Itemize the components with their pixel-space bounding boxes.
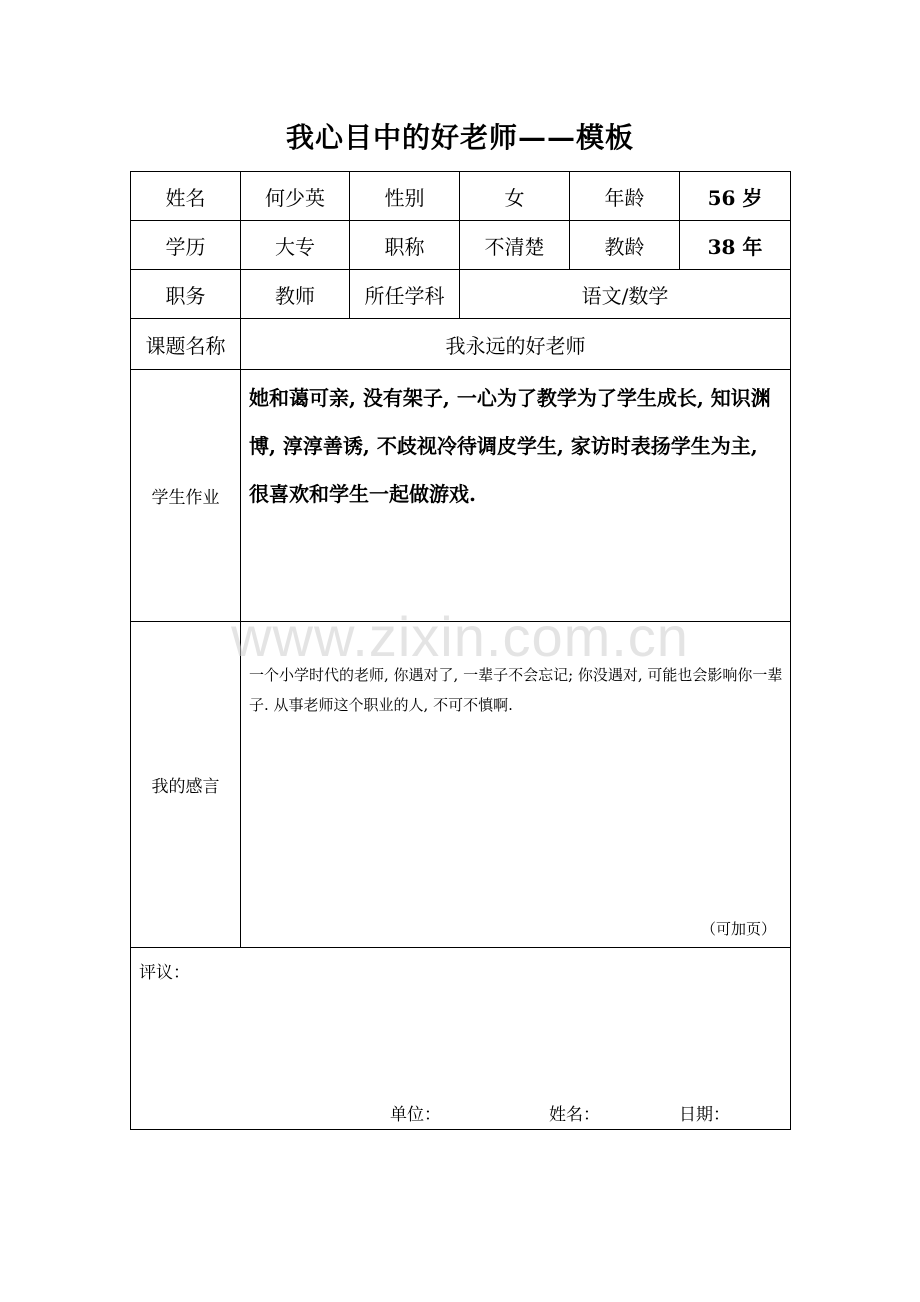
homework-text: 她和蔼可亲, 没有架子, 一心为了教学为了学生成长, 知识渊博, 淳淳善诱, 不歧视冷待调皮学生, 家访时表扬学生为主, 很喜欢和学生一起做游戏.	[241, 370, 791, 622]
comment-cell	[131, 948, 791, 1130]
age-label: 年龄	[570, 172, 680, 221]
name-value: 何少英	[241, 172, 350, 221]
subject-value: 语文/数学	[460, 270, 791, 319]
unit-label: 单位：	[390, 1105, 441, 1125]
topic-label: 课题名称	[131, 319, 241, 370]
signer-name-label: 姓名：	[549, 1105, 600, 1125]
age-value: 56 岁	[680, 172, 791, 221]
teacher-form-table	[130, 171, 791, 1130]
education-label: 学历	[131, 221, 241, 270]
page-title: 我心目中的好老师——模板	[285, 121, 634, 154]
form-row-basic-info	[131, 172, 791, 221]
subject-label: 所任学科	[350, 270, 460, 319]
feelings-text: 一个小学时代的老师, 你遇对了, 一辈子不会忘记; 你没遇对, 可能也会影响你一辈子. 从事老师这个职业的人, 不可不慎啊.	[249, 666, 783, 714]
form-row-topic	[131, 319, 791, 370]
form-row-comment	[131, 948, 791, 1130]
position-value: 教师	[241, 270, 350, 319]
feelings-label: 我的感言	[131, 622, 241, 948]
form-row-feelings	[131, 622, 791, 948]
position-label: 职务	[131, 270, 241, 319]
gender-label: 性别	[350, 172, 460, 221]
title-rank-value: 不清楚	[460, 221, 570, 270]
feelings-cell	[241, 622, 791, 948]
education-value: 大专	[241, 221, 350, 270]
date-label: 日期：	[679, 1105, 730, 1125]
gender-value: 女	[460, 172, 570, 221]
topic-value: 我永远的好老师	[241, 319, 791, 370]
teaching-years-value: 38 年	[680, 221, 791, 270]
form-row-education	[131, 221, 791, 270]
watermark: www.zixin.com.cn	[231, 605, 689, 668]
homework-label: 学生作业	[131, 370, 241, 622]
title-rank-label: 职称	[350, 221, 460, 270]
form-row-homework	[131, 370, 791, 622]
name-label: 姓名	[131, 172, 241, 221]
add-page-note: （可加页）	[700, 920, 776, 938]
comment-label: 评议：	[139, 963, 190, 983]
form-row-position	[131, 270, 791, 319]
teaching-years-label: 教龄	[570, 221, 680, 270]
